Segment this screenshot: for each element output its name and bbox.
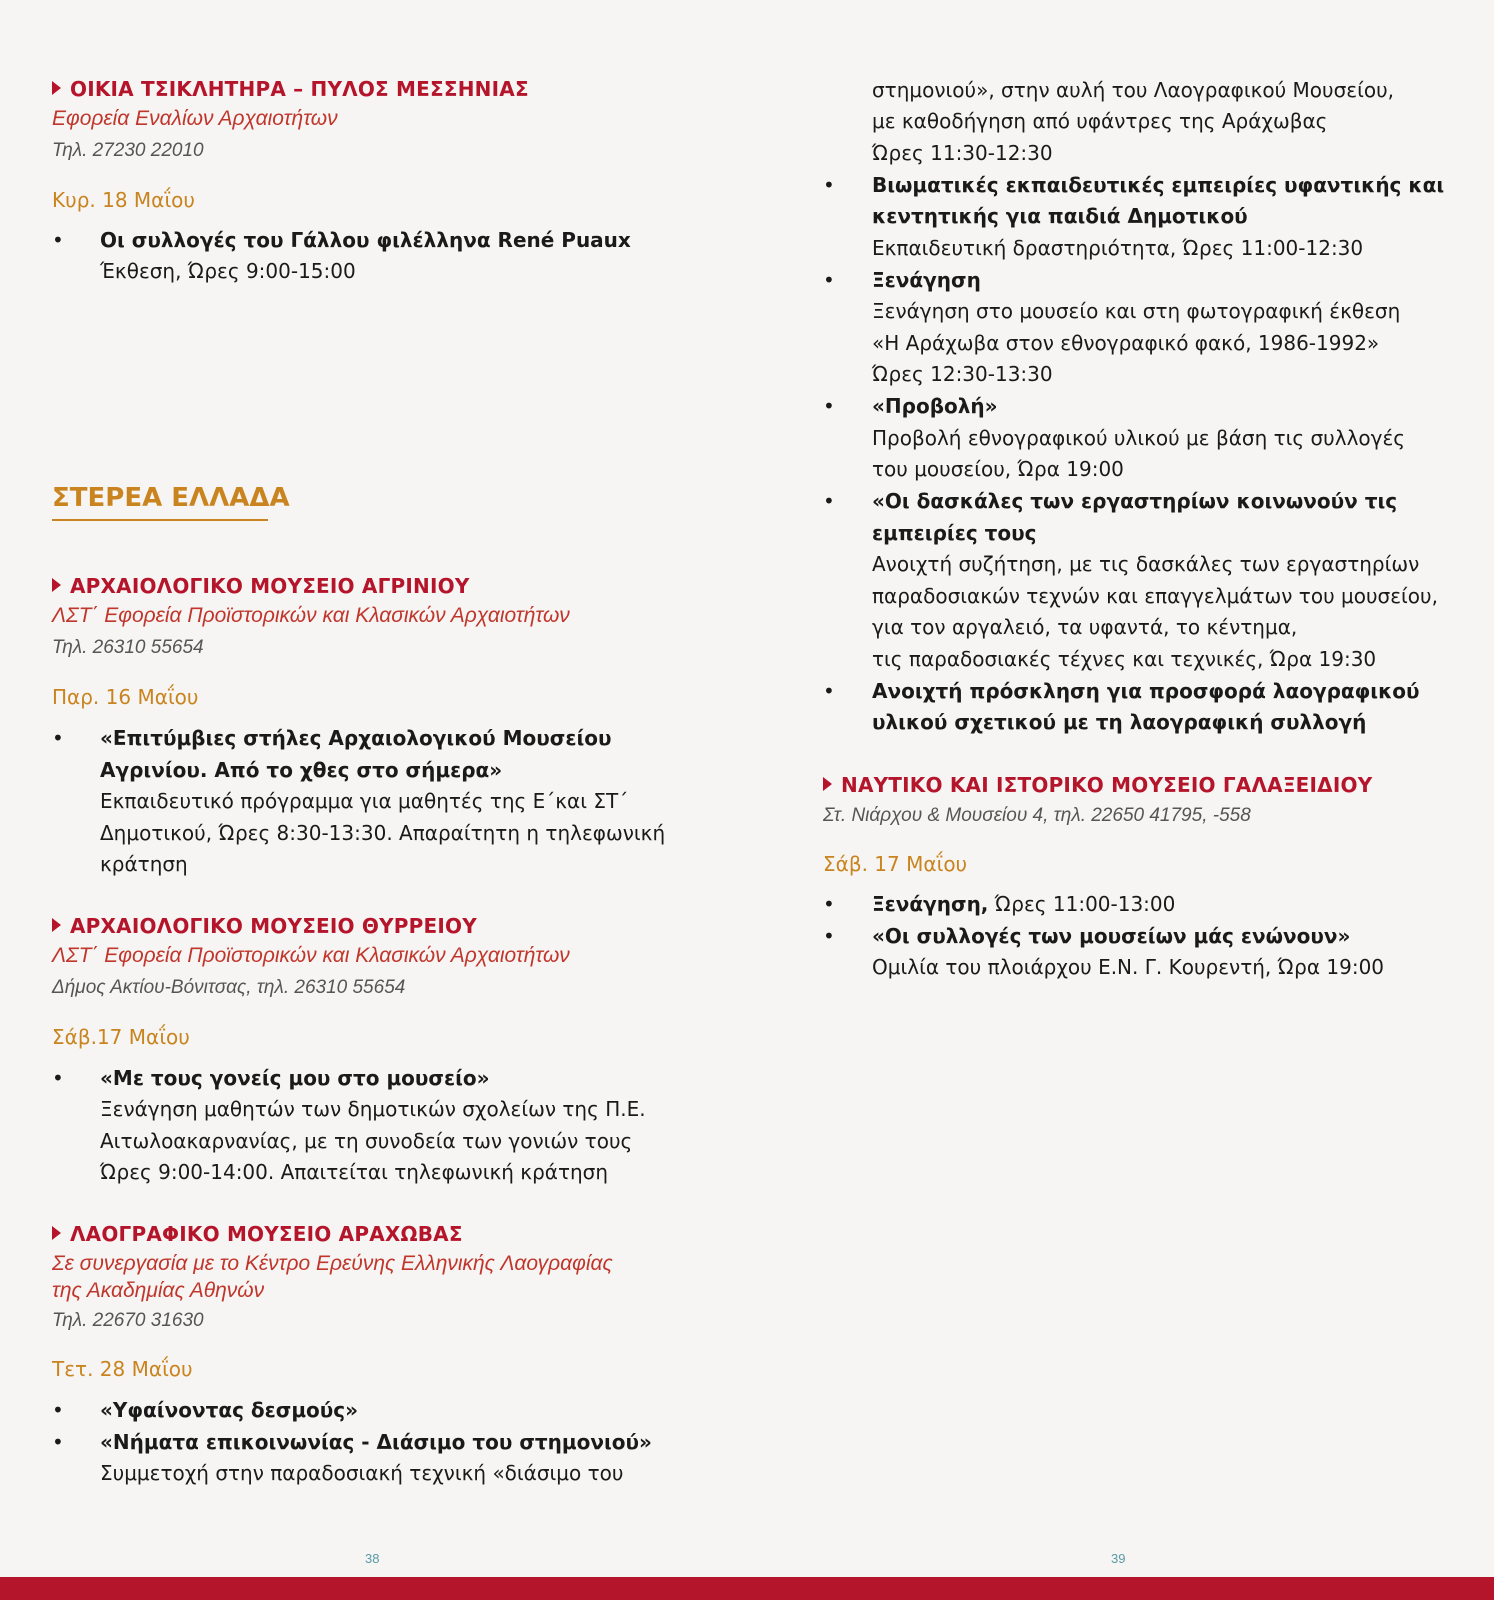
event-title: Ξενάγηση, [872, 892, 989, 916]
event-title: «Οι δασκάλες των εργαστηρίων κοινωνούν τις [872, 489, 1398, 513]
venue-address: Στ. Νιάρχου & Μουσείου 4, τηλ. 22650 41795, -558 [823, 805, 1251, 826]
triangle-marker-icon [52, 918, 61, 932]
event-detail: με καθοδήγηση από υφάντρες της Αράχωβας [872, 109, 1328, 133]
venue-organization: ΛΣΤ΄ Εφορεία Προϊστορικών και Κλασικών Αρχαιοτήτων [52, 944, 570, 967]
event-detail: Ώρες 11:30-12:30 [872, 141, 1053, 165]
event-date: Κυρ. 18 Μαΐου [52, 188, 195, 212]
event-detail: Ανοιχτή συζήτηση, με τις δασκάλες των εργαστηρίων [872, 552, 1420, 576]
event-detail: Ομιλία του πλοιάρχου Ε.Ν. Γ. Κουρεντή, Ώρα 19:00 [872, 955, 1385, 979]
event-detail: στημονιού», στην αυλή του Λαογραφικού Μουσείου, [872, 78, 1395, 102]
event-title: «Με τους γονείς μου στο μουσείο» [100, 1066, 490, 1090]
event-detail: Ώρες 11:00-13:00 [988, 892, 1176, 916]
event-detail: Αιτωλοακαρνανίας, με τη συνοδεία των γονιών τους [100, 1129, 633, 1153]
venue-title: ΝΑΥΤΙΚΟ ΚΑΙ ΙΣΤΟΡΙΚΟ ΜΟΥΣΕΙΟ ΓΑΛΑΞΕΙΔΙΟΥ [823, 773, 1372, 797]
event-date: Σάβ. 17 Μαΐου [823, 852, 968, 876]
event-title: «Επιτύμβιες στήλες Αρχαιολογικού Μουσείου [100, 726, 612, 750]
bullet: • [52, 726, 64, 750]
bullet: • [52, 1398, 64, 1422]
bullet: • [823, 268, 835, 292]
event-detail: Συμμετοχή στην παραδοσιακή τεχνική «διάσιμο του [100, 1461, 624, 1485]
event-title: Αγρινίου. Από το χθες στο σήμερα» [100, 758, 503, 782]
venue-title: ΟΙΚΙΑ ΤΣΙΚΛΗΤΗΡΑ – ΠΥΛΟΣ ΜΕΣΣΗΝΙΑΣ [52, 77, 529, 101]
event-detail: Έκθεση, Ώρες 9:00-15:00 [100, 259, 356, 283]
venue-phone: Τηλ. 27230 22010 [52, 140, 204, 161]
event-date: Τετ. 28 Μαΐου [52, 1357, 193, 1381]
event-title: «Νήματα επικοινωνίας - Διάσιμο του στημονιού» [100, 1430, 652, 1454]
triangle-marker-icon [52, 578, 61, 592]
venue-phone: Τηλ. 22670 31630 [52, 1310, 204, 1331]
bullet: • [823, 394, 835, 418]
bullet: • [823, 679, 835, 703]
event-date: Σάβ.17 Μαΐου [52, 1025, 190, 1049]
triangle-marker-icon [52, 1226, 61, 1240]
venue-title: ΑΡΧΑΙΟΛΟΓΙΚΟ ΜΟΥΣΕΙΟ ΑΓΡΙΝΙΟΥ [52, 574, 470, 598]
triangle-marker-icon [823, 777, 832, 791]
event-date: Παρ. 16 Μαΐου [52, 685, 199, 709]
event-detail: κράτηση [100, 852, 188, 876]
venue-phone: Τηλ. 26310 55654 [52, 637, 204, 658]
venue-organization: της Ακαδημίας Αθηνών [52, 1279, 265, 1302]
bullet: • [52, 1430, 64, 1454]
venue-title: ΑΡΧΑΙΟΛΟΓΙΚΟ ΜΟΥΣΕΙΟ ΘΥΡΡΕΙΟΥ [52, 914, 477, 938]
event-detail: Δημοτικού, Ώρες 8:30-13:30. Απαραίτητη η τηλεφωνική [100, 821, 666, 845]
bullet: • [52, 228, 64, 252]
event-title: Ξενάγηση [872, 268, 981, 292]
event-title: Οι συλλογές του Γάλλου φιλέλληνα René Puaux [100, 228, 631, 252]
bullet: • [823, 489, 835, 513]
event-detail: Ώρες 9:00-14:00. Απαιτείται τηλεφωνική κράτηση [100, 1160, 609, 1184]
event-detail: Εκπαιδευτικό πρόγραμμα για μαθητές της Ε΄και ΣΤ΄ [100, 789, 629, 813]
venue-organization: Εφορεία Εναλίων Αρχαιοτήτων [52, 107, 338, 130]
event-title: Ανοιχτή πρόσκληση για προσφορά λαογραφικού [872, 679, 1420, 703]
event-detail: Προβολή εθνογραφικού υλικού με βάση τις συλλογές [872, 426, 1406, 450]
page-number: 38 [365, 1551, 380, 1566]
event-detail: τις παραδοσιακές τέχνες και τεχνικές, Ώρα 19:30 [872, 647, 1377, 671]
event-title: εμπειρίες τους [872, 521, 1037, 545]
event-title: υλικού σχετικού με τη λαογραφική συλλογή [872, 710, 1367, 734]
triangle-marker-icon [52, 81, 61, 95]
footer-bar [0, 1577, 1494, 1600]
bullet: • [823, 892, 835, 916]
event-detail: για τον αργαλειό, τα υφαντά, το κέντημα, [872, 615, 1298, 639]
event-title: κεντητικής για παιδιά Δημοτικού [872, 204, 1248, 228]
section-underline [52, 519, 268, 521]
venue-organization: Σε συνεργασία με το Κέντρο Ερεύνης Ελληνικής Λαογραφίας [52, 1252, 613, 1275]
event-title: Βιωματικές εκπαιδευτικές εμπειρίες υφαντικής και [872, 173, 1445, 197]
event-detail: του μουσείου, Ώρα 19:00 [872, 457, 1124, 481]
section-heading: ΣΤΕΡΕΑ ΕΛΛΑΔΑ [52, 483, 290, 513]
page-number: 39 [1111, 1551, 1126, 1566]
event-detail: Εκπαιδευτική δραστηριότητα, Ώρες 11:00-12:30 [872, 236, 1364, 260]
event-detail: Ξενάγηση στο μουσείο και στη φωτογραφική έκθεση [872, 299, 1401, 323]
event-detail: «Η Αράχωβα στον εθνογραφικό φακό, 1986-1992» [872, 331, 1380, 355]
bullet: • [823, 173, 835, 197]
event-detail: Ώρες 12:30-13:30 [872, 362, 1053, 386]
venue-title: ΛΑΟΓΡΑΦΙΚΟ ΜΟΥΣΕΙΟ ΑΡΑΧΩΒΑΣ [52, 1222, 463, 1246]
event-detail: παραδοσιακών τεχνών και επαγγελμάτων του μουσείου, [872, 584, 1438, 608]
event-title: «Οι συλλογές των μουσείων μάς ενώνουν» [872, 924, 1351, 948]
bullet: • [823, 924, 835, 948]
venue-organization: ΛΣΤ΄ Εφορεία Προϊστορικών και Κλασικών Αρχαιοτήτων [52, 604, 570, 627]
bullet: • [52, 1066, 64, 1090]
event-line [872, 892, 1175, 916]
event-title: «Προβολή» [872, 394, 998, 418]
event-detail: Ξενάγηση μαθητών των δημοτικών σχολείων της Π.Ε. [100, 1097, 646, 1121]
venue-phone: Δήμος Ακτίου-Βόνιτσας, τηλ. 26310 55654 [52, 977, 406, 998]
event-title: «Υφαίνοντας δεσμούς» [100, 1398, 359, 1422]
